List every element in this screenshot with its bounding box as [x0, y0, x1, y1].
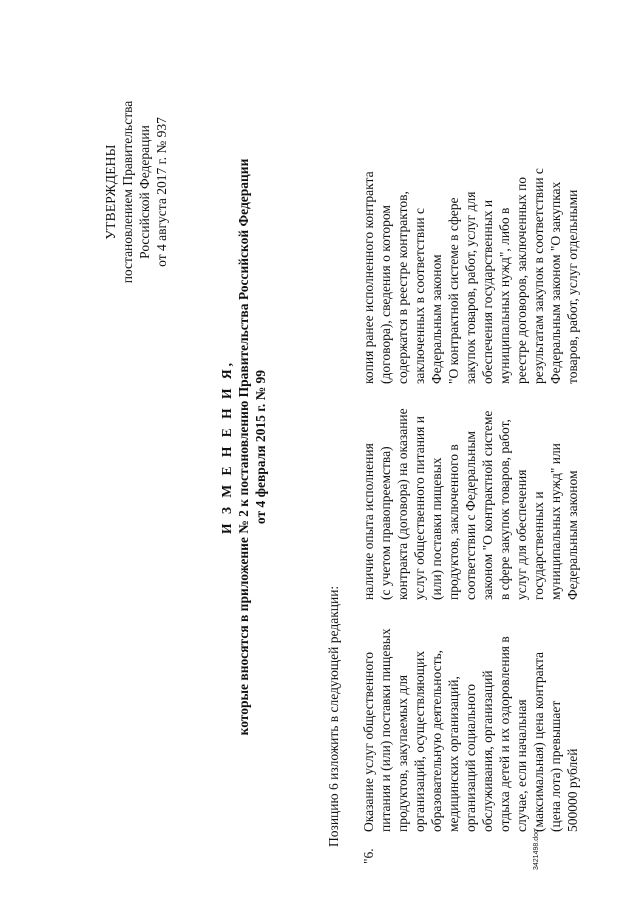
intro-paragraph: Позицию 6 изложить в следующей редакции: — [326, 585, 341, 847]
approval-line-1: постановлением Правительства — [120, 100, 135, 284]
documents-column — [360, 79, 581, 384]
col1-line: питания и (или) поставки пищевых — [378, 628, 393, 832]
col1-line: (максимальная) цена контракта — [531, 651, 546, 832]
document-file-code: 3421498.doc — [533, 829, 540, 870]
col1-line: образовательную деятельность, — [429, 649, 444, 832]
title-subtitle-2: от 4 февраля 2015 г. № 99 — [253, 369, 268, 525]
col1-line: обслуживания, организаций — [480, 670, 495, 832]
document-title — [218, 137, 269, 757]
approval-stamp — [102, 82, 170, 302]
col1-line: случае, если начальная — [514, 699, 529, 832]
col1-line: Оказание услуг общественного — [361, 651, 376, 832]
title-main: И З М Е Н Е Н И Я, — [219, 360, 234, 535]
col2-line: муниципальных нужд" или — [548, 443, 563, 600]
col3-line: Федеральным законом — [429, 254, 444, 384]
col3-line: реестре договоров, заключенных по — [514, 176, 529, 384]
col3-line: "О контрактной системе в сфере — [446, 197, 461, 384]
col1-line: медицинских организаций, — [446, 676, 461, 832]
col2-line: услуг общественного питания и — [412, 416, 427, 600]
col2-line: государственных и — [531, 491, 546, 600]
col2-line: законом "О контрактной системе — [480, 410, 495, 600]
col3-line: муниципальных нужд", либо в — [497, 207, 512, 384]
col2-line: контракта (договора) на оказание — [395, 408, 410, 600]
col3-line: Федеральным законом "О закупках — [548, 181, 563, 384]
col2-line: в сфере закупок товаров, работ, — [497, 419, 512, 600]
col2-line: продуктов, заключенного в — [446, 444, 461, 600]
col3-line: (договора), сведения о котором — [378, 205, 393, 384]
col3-line: заключенных в соответствии с — [412, 207, 427, 384]
col2-line: соответствии с Федеральным — [463, 431, 478, 600]
col2-line: (с учетом правопреемства) — [378, 446, 393, 600]
rotated-landscape-sheet — [70, 52, 580, 870]
service-description-column — [360, 628, 581, 832]
col2-line: услуг для обеспечения — [514, 469, 529, 600]
col1-line: организаций, осуществляющих — [412, 650, 427, 832]
col3-line: товаров, работ, услуг отдельными — [565, 189, 580, 384]
position-number: "6. — [361, 848, 376, 864]
approval-line-3: от 4 августа 2017 г. № 937 — [154, 117, 169, 267]
col1-line: организаций социального — [463, 684, 478, 832]
col1-line: 500000 рублей — [565, 748, 580, 832]
col2-line: наличие опыта исполнения — [361, 443, 376, 600]
col1-line: (цена лота) превышает — [548, 700, 563, 832]
col3-line: обеспечения государственных и — [480, 199, 495, 384]
col1-line: продуктов, закупаемых для — [395, 674, 410, 832]
col3-line: закупок товаров, работ, услуг для — [463, 191, 478, 384]
title-subtitle-1: которые вносятся в приложение № 2 к постановлению Правительства Российской Федерации — [236, 158, 251, 736]
col2-line: (или) поставки пищевых — [429, 457, 444, 600]
col3-line: результатам закупок в соответствии с — [531, 168, 546, 384]
approval-line-2: Российской Федерации — [137, 125, 152, 259]
approval-heading: УТВЕРЖДЕНЫ — [103, 144, 118, 240]
col3-line: копия ранее исполненного контракта — [361, 171, 376, 384]
requirement-column — [360, 400, 581, 600]
col2-line: Федеральным законом — [565, 470, 580, 600]
col3-line: содержатся в реестре контрактов, — [395, 191, 410, 384]
col1-line: отдыха детей и их оздоровления в — [497, 636, 512, 832]
